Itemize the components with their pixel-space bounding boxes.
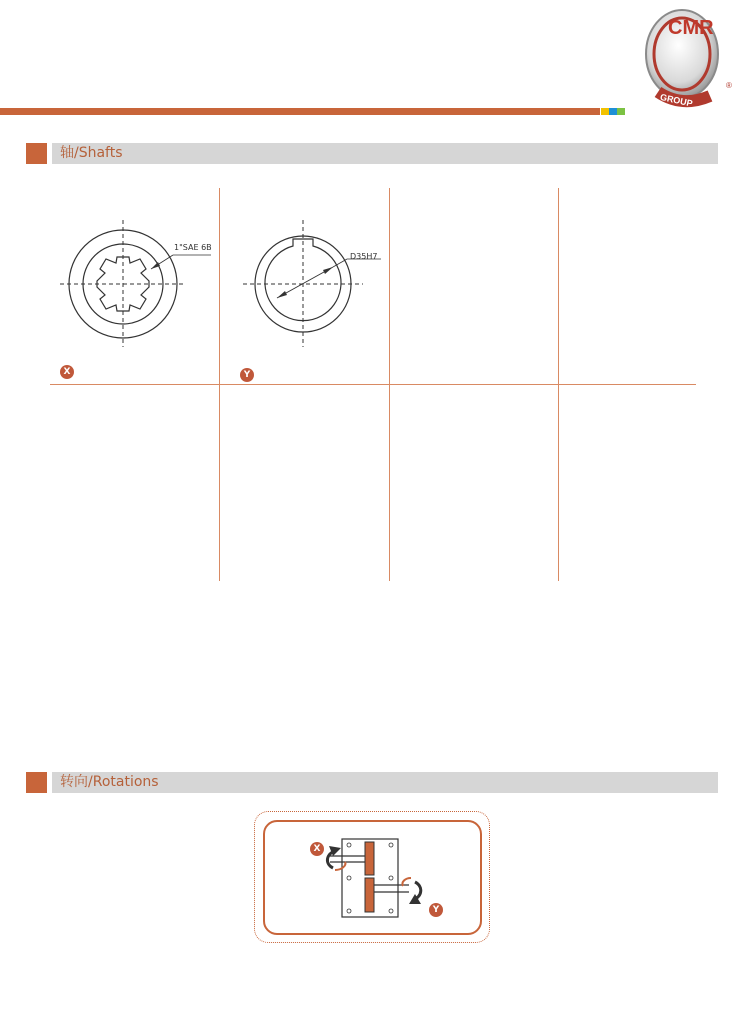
- shaft-x-badge: X: [60, 365, 74, 379]
- rotations-diagram: [305, 830, 445, 930]
- rule-square-green: [617, 108, 625, 115]
- shaft-y-drawing: [235, 215, 395, 355]
- section-header-shafts: [26, 143, 718, 164]
- shaft-x-spec-label: 1"SAE 6B: [174, 243, 212, 252]
- section-title-shafts: 轴/Shafts: [60, 145, 123, 161]
- rule-square-yellow: [601, 108, 609, 115]
- rotation-x-badge: X: [310, 842, 324, 856]
- rotation-y-badge: Y: [429, 903, 443, 917]
- section-marker: [26, 143, 47, 164]
- rule-square-blue: [609, 108, 617, 115]
- shaft-y-spec-label: D35H7: [350, 252, 378, 261]
- header-rule: [0, 108, 600, 115]
- svg-text:GROUP: GROUP: [659, 91, 694, 109]
- section-header-rotations: [26, 772, 718, 793]
- grid-divider: [50, 384, 696, 385]
- cmr-group-logo: [640, 4, 740, 116]
- shaft-y-badge: Y: [240, 368, 254, 382]
- section-title-rotations: 转向/Rotations: [60, 774, 159, 790]
- logo-letter-c: CMR: [668, 17, 714, 39]
- section-marker: [26, 772, 47, 793]
- shaft-x-drawing: [55, 215, 225, 355]
- svg-text:®: ®: [726, 81, 732, 90]
